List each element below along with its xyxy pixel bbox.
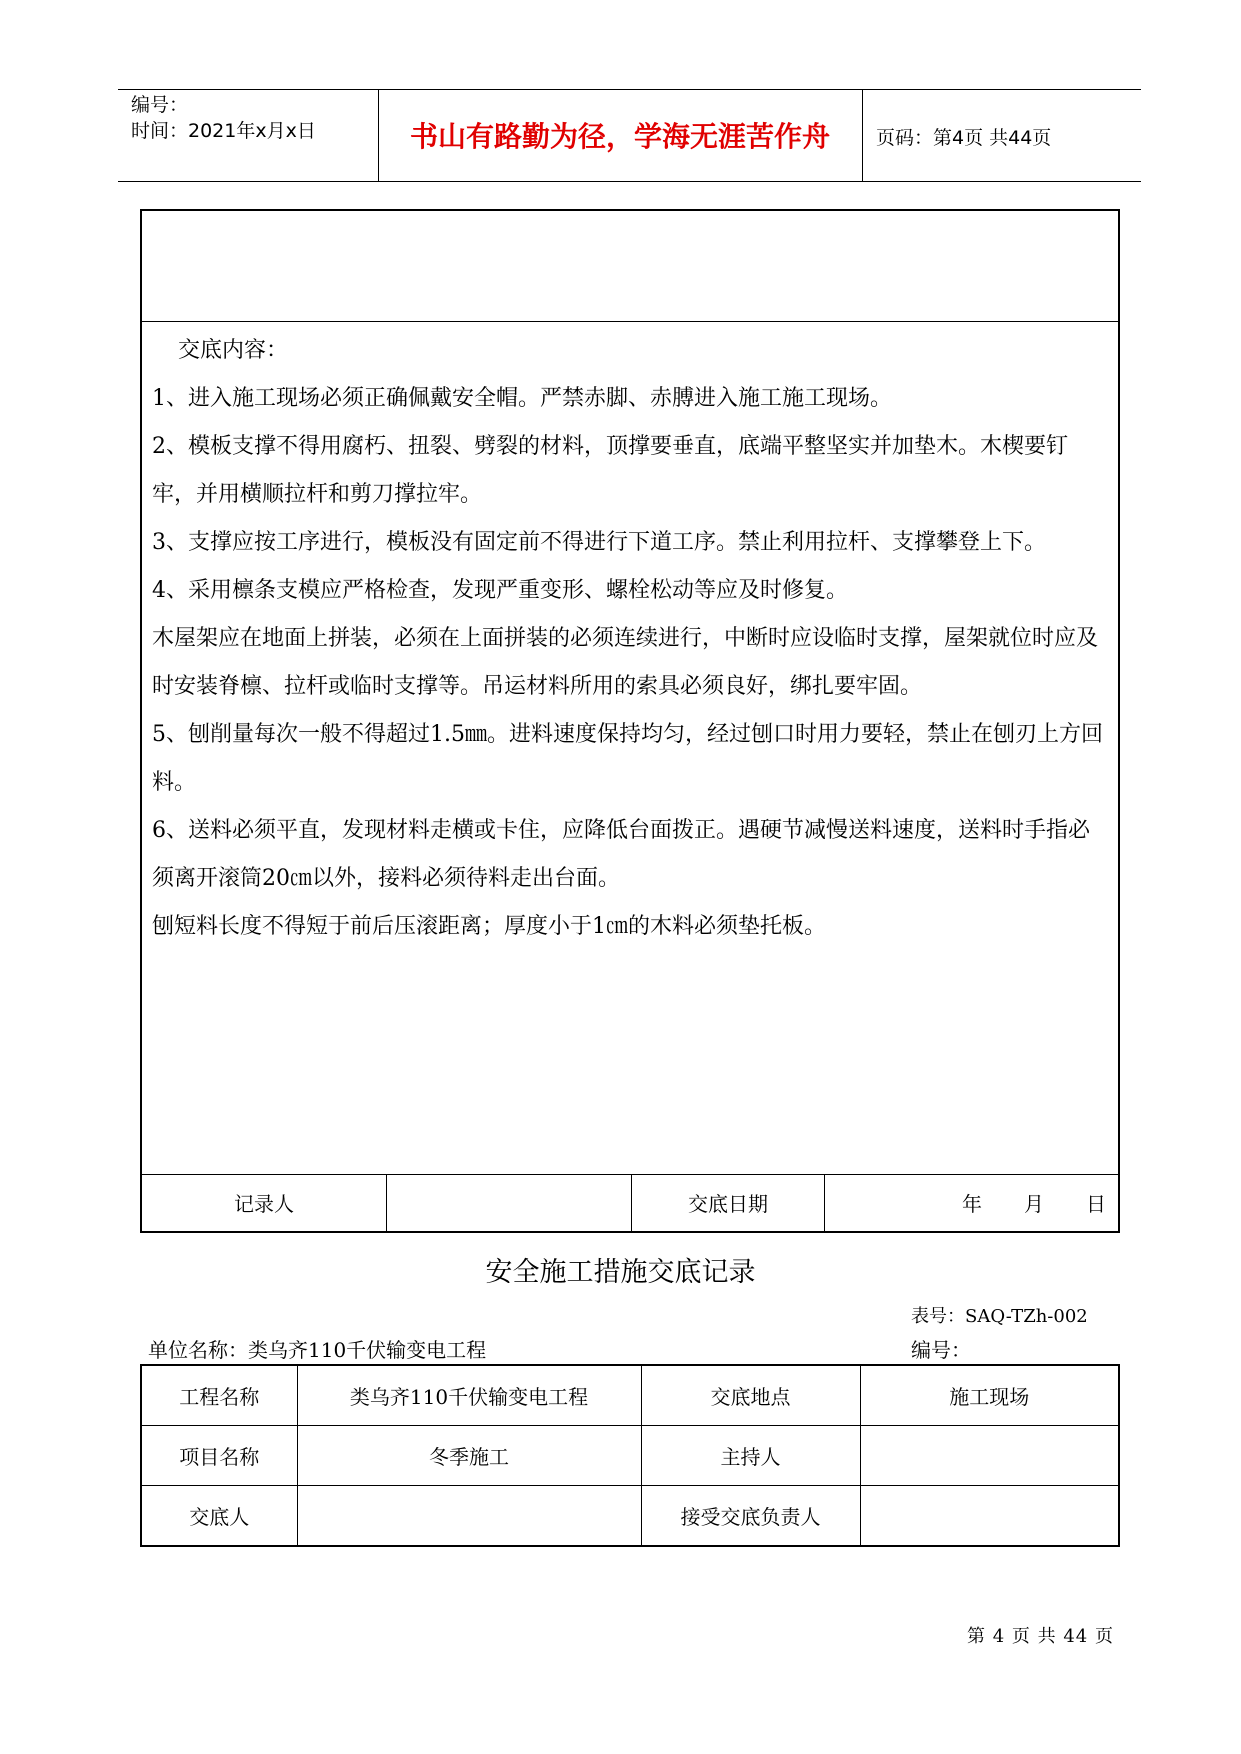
form-title: 安全施工措施交底记录 — [485, 1257, 756, 1288]
table-row — [141, 1365, 1119, 1426]
recorder-label: 记录人 — [142, 1174, 387, 1231]
field-value[interactable]: 施工现场 — [860, 1365, 1119, 1426]
content-item: 2、模板支撑不得用腐朽、扭裂、劈裂的材料，顶撑要垂直，底端平整坚实并加垫木。木楔要钉牢，并用横顺拉杆和剪刀撑拉牢。 — [152, 434, 1069, 507]
date-value[interactable] — [825, 1174, 1118, 1231]
record-table — [140, 209, 1120, 1233]
content-item: 6、送料必须平直，发现材料走横或卡住，应降低台面拨正。遇硬节减慢送料速度，送料时手指必须离开滚筒20㎝以外，接料必须待料走出台面。 — [152, 818, 1091, 891]
unit-name: 单位名称：类乌齐110千伏输变电工程 — [148, 1338, 487, 1362]
field-value[interactable] — [297, 1486, 641, 1547]
table-row — [141, 1486, 1119, 1547]
content-item: 4、采用檩条支模应严格检查，发现严重变形、螺栓松动等应及时修复。 — [152, 578, 848, 603]
field-value[interactable]: 类乌齐110千伏输变电工程 — [297, 1365, 641, 1426]
content-item: 5、刨削量每次一般不得超过1.5㎜。进料速度保持均匀，经过刨口时用力要轻，禁止在刨刃上方回料。 — [152, 722, 1103, 795]
date-day: 日 — [1086, 1192, 1106, 1216]
form-number: 表号：SAQ-TZh-002 — [911, 1306, 1088, 1327]
content-heading: 交底内容： — [178, 338, 289, 363]
field-label: 项目名称 — [141, 1426, 297, 1486]
field-value[interactable] — [860, 1426, 1119, 1486]
recorder-value[interactable] — [387, 1174, 632, 1231]
field-value[interactable] — [860, 1486, 1119, 1547]
field-label: 接受交底负责人 — [641, 1486, 860, 1547]
table-row — [141, 1426, 1119, 1486]
field-label: 交底地点 — [641, 1365, 860, 1426]
content-item: 3、支撑应按工序进行，模板没有固定前不得进行下道工序。禁止利用拉杆、支撑攀登上下。 — [152, 530, 1047, 555]
header-time: 时间：2021年x月x日 — [131, 120, 316, 142]
record-content — [152, 327, 1110, 951]
field-value[interactable]: 冬季施工 — [297, 1426, 641, 1486]
header-info — [131, 92, 316, 144]
date-label: 交底日期 — [632, 1174, 825, 1231]
header-page-number: 页码：第4页 共44页 — [876, 127, 1052, 149]
date-year: 年 — [962, 1192, 982, 1216]
field-label: 工程名称 — [141, 1365, 297, 1426]
content-item: 1、进入施工现场必须正确佩戴安全帽。严禁赤脚、赤膊进入施工施工现场。 — [152, 386, 892, 411]
content-item: 木屋架应在地面上拼装，必须在上面拼装的必须连续进行，中断时应设临时支撑，屋架就位时应及时安装脊檩、拉杆或临时支撑等。吊运材料所用的索具必须良好，绑扎要牢固。 — [152, 626, 1099, 699]
field-label: 交底人 — [141, 1486, 297, 1547]
content-item: 刨短料长度不得短于前后压滚距离；厚度小于1㎝的木料必须垫托板。 — [152, 914, 826, 939]
header-divider-right — [862, 89, 863, 181]
date-month: 月 — [1024, 1192, 1044, 1216]
record-table-divider — [142, 321, 1118, 322]
header-bottom-rule — [118, 181, 1141, 182]
field-label: 主持人 — [641, 1426, 860, 1486]
form-serial: 编号： — [911, 1338, 971, 1362]
form-table — [140, 1364, 1120, 1547]
page-footer: 第 4 页 共 44 页 — [967, 1626, 1114, 1647]
record-footer-row — [142, 1174, 1118, 1231]
header-motto: 书山有路勤为径，学海无涯苦作舟 — [409, 120, 830, 153]
header-serial: 编号： — [131, 94, 189, 116]
